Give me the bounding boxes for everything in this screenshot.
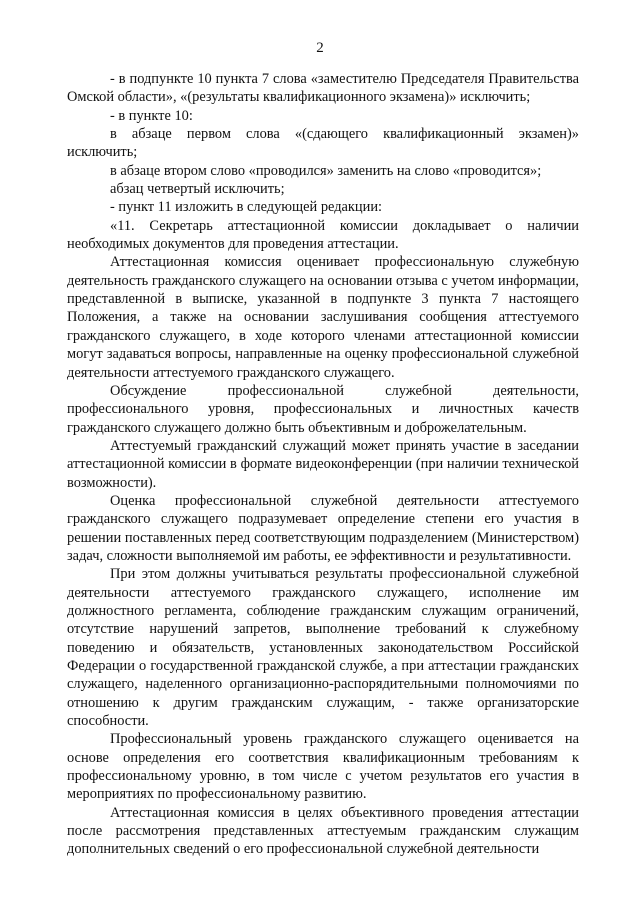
paragraph: - в пункте 10: bbox=[110, 107, 193, 124]
paragraph: Обсуждение профессиональной служебной деятельности, профессионального уровня, профессиональных и личностных качеств гражданского служащего должно быть объективным и доброжелательным. bbox=[67, 382, 579, 436]
paragraph: в абзаце втором слово «проводился» заменить на слово «проводится»; bbox=[110, 162, 542, 179]
paragraph: абзац четвертый исключить; bbox=[110, 181, 285, 198]
paragraph: Аттестационная комиссия в целях объективного проведения аттестации после рассмотрения представленных аттестуемым гражданским служащим дополнительных сведений о его профессиональной служебной деятельности bbox=[67, 804, 579, 858]
paragraph: При этом должны учитываться результаты профессиональной служебной деятельности аттестуемого гражданского служащего, исполнение им должностного регламента, соблюдение гражданским служащим ограничений, отсутствие нарушений запретов, выполнение требований к служебному поведению и обязательств, установленных законодательством Российской Федерации о государственной гражданской службе, а при аттестации гражданских служащего, наделенного организационно-распорядительными полномочиями по отношению к другим гражданским служащим, - также организаторские способности. bbox=[67, 566, 579, 730]
paragraph: - пункт 11 изложить в следующей редакции: bbox=[110, 199, 383, 216]
paragraph: Аттестуемый гражданский служащий может принять участие в заседании аттестационной комиссии в формате видеоконференции (при наличии технической возможности). bbox=[67, 437, 579, 491]
paragraph: в абзаце первом слова «(сдающего квалификационный экзамен)» исключить; bbox=[67, 126, 579, 161]
paragraph: - в подпункте 10 пункта 7 слова «заместителю Председателя Правительства Омской области», «(результаты квалификационного экзамена)» исключить; bbox=[67, 71, 579, 106]
paragraph: «11. Секретарь аттестационной комиссии докладывает о наличии необходимых документов для проведения аттестации. bbox=[67, 217, 579, 253]
paragraph: Профессиональный уровень гражданского служащего оценивается на основе определения его соответствия квалификационным требованиям к профессиональному уровню, в том числе с учетом результатов его участия в мероприятиях по профессиональному развитию. bbox=[67, 731, 579, 803]
paragraph: Оценка профессиональной служебной деятельности аттестуемого гражданского служащего подразумевает определение степени его участия в решении поставленных перед соответствующим подразделением (Министерством) задач, сложности выполняемой им работы, ее эффективности и результативности. bbox=[67, 492, 579, 564]
page-number: 2 bbox=[316, 40, 324, 56]
document-body bbox=[67, 70, 579, 859]
paragraph: Аттестационная комиссия оценивает профессиональную служебную деятельность гражданского служащего на основании отзыва с учетом информации, представленной в выписке, указанной в подпункте 3 пункта 7 настоящего Положения, а также на основании заслушивания сообщения аттестуемого гражданского служащего, в ходе которого членами аттестационной комиссии могут задаваться вопросы, направленные на оценку профессиональной служебной деятельности аттестуемого гражданского служащего. bbox=[67, 254, 579, 381]
